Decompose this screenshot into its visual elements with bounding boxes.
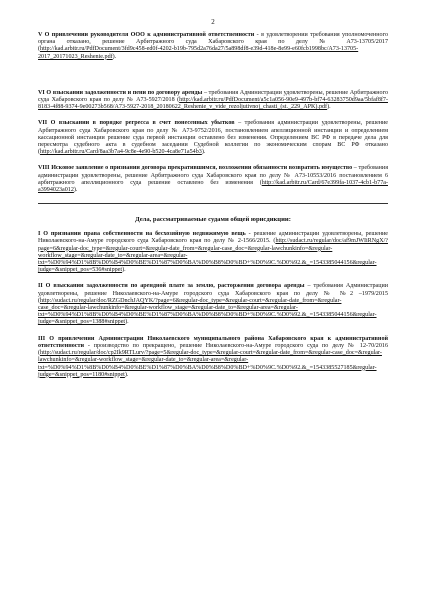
general-jurisdiction-title: Дела, рассматриваемые судами общей юрисдикции: bbox=[135, 216, 291, 224]
section-text: - решение администрации удовлетворены, решение Николаевского-на-Амуре городского суда Хабаровского края по делу № 2-1566/2015. ( bbox=[38, 231, 389, 245]
section-heading: III О привлечении Администрации Николаевского муниципального района Хабаровского края к административной ответственности bbox=[38, 335, 388, 349]
general-section-i bbox=[38, 231, 388, 274]
section-vi bbox=[38, 90, 388, 112]
section-heading: VI О взыскании задолженности и пени по договору аренды bbox=[38, 89, 203, 96]
section-text: - в удовлетворении требования уполномоченного органа отказано, решение Арбитражного суда Хабаровского края по делу № А73-13705/2017 ( bbox=[38, 32, 389, 53]
section-heading: VII О взыскании в порядке регресса в счет понесенных убытков bbox=[38, 120, 235, 127]
case-link[interactable]: http://sudact.ru/regular/doc/cp2Ik9RTLurv/?page=5&regular-doc_type=&regular-court=&regular-date_from=&regular-case_doc=&regular-lawchunkinfo=&regular-workflow_stage=&regular-date_to=&regular-area=&regular-txt=%D0%94%D1%8B%D0%B4%D0%BE%D1%87%D0%BA%D0%B8%D0%BD+%D0%9C.%D0%92.&_=1543385527185&regular-judge=&snippet_pos=1180#snippet bbox=[38, 350, 382, 378]
case-link[interactable]: http://kad.arbitr.ru/Card/8aa3b7a4-9c8e-4e90-b520-4ca8e71a54b3 bbox=[40, 149, 202, 156]
section-tail: ). bbox=[122, 267, 126, 274]
section-vii bbox=[38, 120, 388, 156]
case-link[interactable]: http://kad.arbitr.ru/PdfDocument/a5c1a056-90e9-497b-bf74-63283750d9aa/5bfaf8f7-8183-4f88-9374-9e00273b568/A73-5927-2018_20180622_Reshenie_v_vide_rezoljutivnoj_chasti_(st._229_APK).pdf bbox=[38, 97, 388, 111]
section-heading: V О привлечении руководителя ООО к административной ответственности bbox=[38, 32, 255, 38]
page-number: 2 bbox=[211, 18, 215, 26]
section-heading: VIII Исковое заявление о признании договора прекратившимся, возложении обязанности возвратить имущество bbox=[38, 165, 353, 172]
section-viii bbox=[38, 165, 388, 194]
section-tail: ). bbox=[327, 104, 331, 111]
general-section-iii bbox=[38, 336, 388, 379]
section-tail: ). bbox=[201, 149, 206, 156]
section-heading: II О взыскании задолженности по арендной плате за землю, расторжении договора аренды bbox=[38, 283, 305, 290]
section-tail: ). bbox=[73, 187, 78, 194]
section-text: – требования Администрации удовлетворены, решение Арбитражного суда Хабаровского края по делу № А73-5927/2018 ( bbox=[38, 89, 388, 104]
section-tail: ). bbox=[124, 371, 129, 378]
case-link[interactable]: http://kad.arbitr.ru/Card/67e399fa-1037-4cb1-b77a-a3994023a012 bbox=[38, 179, 388, 194]
general-section-ii bbox=[38, 283, 388, 326]
section-text: - производство по прекращено, решение Николаевского-на-Амуре городского суда по делу № 12-70/2016 ( bbox=[38, 342, 388, 357]
section-v bbox=[38, 32, 388, 61]
section-tail: ). bbox=[112, 53, 117, 60]
section-text: – требования администрации удовлетворены, решение Арбитражного суда Хабаровского края по делу № А73-9752/2016, постановлением апелляционной инстанции и определением кассационной инстанции решение суда первой инстанции оставлено без изменения. Определением ВС РФ в передаче дела для пересмотра судебного акта в судебном заседании Судебной коллегии по экономическим спорам ВС РФ отказано ( bbox=[38, 120, 388, 156]
section-heading: I О признании права собственности на бесхозяйную недвижимую вещь bbox=[38, 231, 246, 238]
divider bbox=[38, 203, 388, 204]
section-text: – требования Администрации удовлетворены, решение Николаевского-на-Амуре городского суда Хабаровского края по делу № №2 –1979/2015 ( bbox=[38, 283, 389, 304]
case-link[interactable]: http://kad.arbitr.ru/PdfDocument/3fd9c458-ed0f-4202-b19b-795d2a76da27/5a898df8-e39d-418e-8e99-e60fcb1998bc/A73-13705-2017_20171023_Reshenie.pdf bbox=[38, 46, 359, 60]
case-link[interactable]: http://sudact.ru/regular/doc/RZGDnchJAQYK/?page=6&regular-doc_type=&regular-court=&regular-date_from=&regular-case_doc=&regular-lawchunkinfo=&regular-workflow_stage=&regular-date_to=&regular-area=&regular-txt=%D0%94%D1%8B%D0%B4%D0%BE%D1%87%D0%BA%D0%B8%D0%BD+%D0%9C.%D0%92.&_=1543385044156&regular-judge=&snippet_pos=1388#snippet bbox=[38, 297, 377, 326]
section-tail: ). bbox=[125, 319, 129, 326]
section-text: – требования администрации удовлетворены, решение Арбитражного суда Хабаровского края по делу № А73-10553/2016 постановлением 6 арбитражного апелляционного суда решение оставлено без изменения ( bbox=[38, 165, 388, 186]
case-link[interactable]: http://sudact.ru/regular/doc/af9mJWIiRNgX/?page=6&regular-doc_type=&regular-court=&regular-date_from=&regular-case_doc=&regular-lawchunkinfo=&regular-workflow_stage=&regular-date_to=&regular-area=&regular-txt=%D0%94%D1%8B%D0%B4%D0%BE%D1%87%D0%BA%D0%B8%D0%BD+%D0%9C.%D0%92.&_=1543385044156&regular-judge=&snippet_pos=536#snippet bbox=[38, 238, 388, 274]
